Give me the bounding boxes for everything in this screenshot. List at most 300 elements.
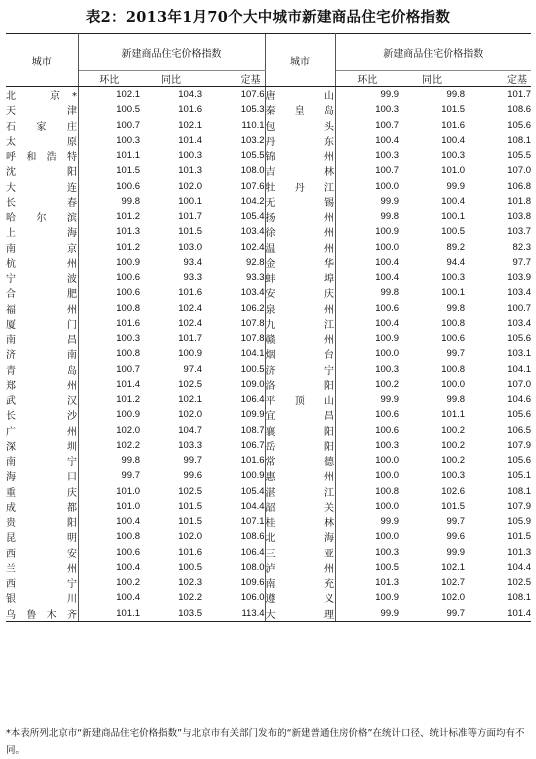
yoy-value: 102.3 [178, 577, 202, 589]
city-name-right: 三 亚 [265, 545, 335, 560]
base-value: 105.3 [240, 104, 265, 116]
base-value: 107.1 [240, 516, 265, 528]
mom-value-right: 99.9 [335, 606, 399, 622]
city-name-right: 泉 州 [265, 301, 335, 316]
table-row [6, 468, 531, 483]
yoy-value-right: 100.8 [441, 317, 466, 329]
yoy-value-right: 101.5 [441, 104, 466, 116]
yoy-value-right: 100.8 [441, 363, 466, 375]
footnote: *本表所列北京市“新建商品住宅价格指数”与北京市有关部门发布的“新建普通住房价格”在统计口径、统计标准等方面均有不同。 [6, 728, 525, 756]
yoy-value-right: 100.4 [441, 134, 466, 146]
city-name: 银 川 [6, 590, 78, 605]
city-name: 武 汉 [6, 392, 78, 407]
city-column-header-right: 城市 [265, 34, 335, 87]
mom-value: 100.9 [116, 409, 140, 421]
table-row [6, 346, 531, 361]
mom-value: 100.8 [116, 302, 140, 314]
mom-value-right: 100.4 [375, 317, 400, 329]
city-name-right: 徐 州 [265, 224, 335, 239]
base-value: 105.5 [240, 150, 265, 162]
table-row [6, 606, 531, 622]
table-row [6, 545, 531, 560]
base-value: 93.3 [246, 272, 265, 284]
mom-value-right: 99.9 [380, 195, 400, 207]
table-row [6, 224, 531, 239]
city-name: 昆 明 [6, 529, 78, 544]
mom-value: 102.0 [116, 424, 140, 436]
yoy-value: 103.0 [178, 241, 202, 253]
base-value-right: 103.4 [507, 317, 532, 329]
table-body [6, 87, 531, 622]
base-value-right: 104.6 [507, 394, 532, 406]
city-name-right: 常 德 [265, 453, 335, 468]
city-name-right: 扬 州 [265, 209, 335, 224]
mom-value: 102.2 [116, 439, 140, 451]
yoy-value: 93.3 [183, 272, 202, 284]
yoy-value: 101.5 [178, 500, 202, 512]
city-name: 北 京* [6, 87, 78, 103]
city-name: 石家庄 [6, 118, 78, 133]
yoy-value-right: 99.6 [446, 531, 466, 543]
base-value: 108.7 [240, 424, 265, 436]
base-value: 108.0 [240, 165, 265, 177]
city-name: 天 津 [6, 102, 78, 117]
base-value: 105.4 [240, 485, 265, 497]
table-row [6, 240, 531, 255]
city-name: 南 京 [6, 240, 78, 255]
mom-value: 101.2 [116, 241, 140, 253]
city-name: 哈尔滨 [6, 209, 78, 224]
table-row [6, 301, 531, 316]
base-value-right: 100.7 [507, 302, 532, 314]
mom-value-right: 100.0 [375, 348, 400, 360]
city-name: 沈 阳 [6, 163, 78, 178]
city-name: 厦 门 [6, 316, 78, 331]
city-name: 上 海 [6, 224, 78, 239]
mom-value-right: 99.8 [380, 211, 400, 223]
city-name: 广 州 [6, 423, 78, 438]
city-name-right: 遵 义 [265, 590, 335, 605]
price-index-table [6, 33, 531, 622]
table-row [6, 499, 531, 514]
yoy-value-right: 101.0 [441, 165, 466, 177]
base-value-right: 104.4 [507, 561, 532, 573]
base-value: 107.6 [240, 89, 265, 101]
mom-value-right: 100.3 [375, 150, 400, 162]
mom-value-right: 100.8 [375, 485, 400, 497]
table-row [6, 179, 531, 194]
city-column-header: 城市 [6, 34, 78, 87]
yoy-value-right: 100.1 [441, 287, 466, 299]
mom-value-right: 100.0 [375, 241, 400, 253]
table-row [6, 285, 531, 300]
mom-value: 100.8 [116, 531, 140, 543]
yoy-value-right: 101.6 [441, 119, 466, 131]
mom-value: 102.1 [116, 89, 140, 101]
table-row [6, 163, 531, 178]
base-value-right: 105.1 [507, 470, 532, 482]
yoy-value-right: 99.8 [446, 302, 466, 314]
yoy-value-right: 94.4 [446, 256, 466, 268]
city-name: 乌鲁木齐 [6, 606, 78, 622]
yoy-value: 101.4 [178, 134, 202, 146]
city-name-right: 蚌 埠 [265, 270, 335, 285]
base-value: 106.2 [240, 302, 265, 314]
mom-value: 101.1 [78, 606, 140, 622]
mom-value-right: 99.9 [380, 394, 400, 406]
yoy-value: 99.6 [183, 470, 202, 482]
yoy-value: 101.6 [178, 104, 202, 116]
city-name: 南 宁 [6, 453, 78, 468]
yoy-value-right: 100.3 [441, 272, 466, 284]
yoy-value: 100.1 [178, 195, 202, 207]
base-value-right: 102.5 [507, 577, 532, 589]
city-name: 福 州 [6, 301, 78, 316]
mom-value-right: 100.9 [375, 333, 400, 345]
table-row [6, 453, 531, 468]
mom-value: 99.8 [121, 195, 140, 207]
mom-value-right: 100.3 [375, 439, 400, 451]
mom-value-right: 100.6 [375, 424, 400, 436]
base-value: 105.4 [240, 211, 265, 223]
mom-value: 101.0 [116, 500, 140, 512]
yoy-value: 104.3 [178, 89, 202, 101]
base-value-right: 101.7 [507, 89, 532, 101]
index-group-header: 新建商品住宅价格指数 [78, 34, 265, 71]
mom-value-right: 100.0 [375, 470, 400, 482]
table-title: 表2：2013年1月70个大中城市新建商品住宅价格指数 [85, 9, 451, 26]
city-name-right: 烟 台 [265, 346, 335, 361]
base-value: 109.9 [240, 409, 265, 421]
yoy-value-right: 102.7 [441, 577, 466, 589]
table-row [6, 392, 531, 407]
city-name: 青 岛 [6, 362, 78, 377]
city-name-right: 大 理 [265, 606, 335, 622]
base-value-right: 108.1 [507, 485, 532, 497]
yoy-value: 102.1 [178, 119, 202, 131]
city-name-right: 宜 昌 [265, 407, 335, 422]
mom-value-right: 100.3 [375, 546, 400, 558]
city-name: 杭 州 [6, 255, 78, 270]
city-name-right: 北 海 [265, 529, 335, 544]
yoy-value: 101.6 [178, 546, 202, 558]
city-name-right: 南 充 [265, 575, 335, 590]
mom-value: 101.2 [116, 394, 140, 406]
yoy-value-right: 100.2 [441, 455, 466, 467]
base-value-right: 103.4 [507, 287, 532, 299]
base-header: 定基 [202, 71, 265, 87]
yoy-value: 101.5 [178, 226, 202, 238]
base-value: 109.0 [240, 378, 265, 390]
city-name: 合 肥 [6, 285, 78, 300]
base-value: 101.6 [240, 455, 265, 467]
yoy-value: 100.5 [178, 561, 202, 573]
base-value-right: 107.0 [507, 378, 532, 390]
mom-value-right: 99.9 [380, 516, 400, 528]
index-group-header-right: 新建商品住宅价格指数 [335, 34, 531, 71]
mom-value: 101.1 [116, 150, 140, 162]
yoy-value: 102.4 [178, 317, 202, 329]
mom-value: 100.3 [116, 333, 140, 345]
table-row [6, 133, 531, 148]
city-name-right: 惠 州 [265, 468, 335, 483]
mom-value: 100.9 [116, 256, 140, 268]
city-name-right: 济 宁 [265, 362, 335, 377]
yoy-value-right: 99.7 [399, 606, 465, 622]
yoy-value-right: 100.3 [441, 470, 466, 482]
city-name-right: 洛 阳 [265, 377, 335, 392]
base-value-right: 105.6 [507, 333, 532, 345]
base-value: 106.4 [240, 546, 265, 558]
base-value: 103.2 [240, 134, 265, 146]
mom-value: 100.4 [116, 561, 140, 573]
yoy-value: 102.4 [178, 302, 202, 314]
city-name-right: 秦皇岛 [265, 102, 335, 117]
mom-value: 101.2 [116, 211, 140, 223]
base-header-right: 定基 [465, 71, 531, 87]
base-value-right: 101.5 [507, 531, 532, 543]
base-value: 92.8 [246, 256, 265, 268]
mom-value: 100.7 [116, 363, 140, 375]
base-value-right: 108.1 [507, 134, 532, 146]
mom-value: 100.6 [116, 272, 140, 284]
mom-value-right: 100.0 [375, 180, 400, 192]
mom-value-right: 99.9 [380, 89, 400, 101]
city-name-right: 唐 山 [265, 87, 335, 103]
city-name: 兰 州 [6, 560, 78, 575]
base-value-right: 108.6 [507, 104, 532, 116]
base-value-right: 101.8 [507, 195, 532, 207]
mom-value-right: 100.0 [375, 531, 400, 543]
base-value-right: 105.6 [507, 455, 532, 467]
table-row [6, 102, 531, 117]
table-row [6, 255, 531, 270]
base-value: 108.0 [240, 561, 265, 573]
table-row [6, 438, 531, 453]
table-row [6, 575, 531, 590]
base-value-right: 103.7 [507, 226, 532, 238]
city-name: 宁 波 [6, 270, 78, 285]
base-value-right: 107.0 [507, 165, 532, 177]
city-name: 成 都 [6, 499, 78, 514]
mom-value: 101.6 [116, 317, 140, 329]
city-name: 呼和浩特 [6, 148, 78, 163]
city-name-right: 锦 州 [265, 148, 335, 163]
yoy-value: 104.7 [178, 424, 202, 436]
yoy-value: 101.7 [178, 211, 202, 223]
table-row [6, 590, 531, 605]
base-value-right: 101.4 [465, 606, 531, 622]
mom-value: 100.2 [116, 577, 140, 589]
yoy-value: 102.0 [178, 409, 202, 421]
base-value: 110.1 [241, 119, 265, 131]
city-name-right: 韶 关 [265, 499, 335, 514]
city-name: 南 昌 [6, 331, 78, 346]
base-value-right: 105.9 [507, 516, 532, 528]
city-name-right: 安 庆 [265, 285, 335, 300]
table-row [6, 270, 531, 285]
base-value: 109.6 [240, 577, 265, 589]
yoy-value-right: 99.7 [446, 516, 466, 528]
base-value-right: 107.9 [507, 500, 532, 512]
header-row-1 [6, 34, 531, 71]
yoy-value: 102.5 [178, 485, 202, 497]
mom-value: 101.5 [116, 165, 140, 177]
city-name-right: 温 州 [265, 240, 335, 255]
table-row [6, 194, 531, 209]
base-value-right: 106.5 [507, 424, 532, 436]
yoy-header-right: 同比 [399, 71, 465, 87]
mom-value-right: 100.4 [375, 256, 400, 268]
yoy-value: 100.3 [178, 150, 202, 162]
yoy-value: 101.5 [178, 516, 202, 528]
yoy-value: 101.7 [178, 333, 202, 345]
yoy-value: 103.5 [140, 606, 202, 622]
mom-value: 100.6 [116, 287, 140, 299]
city-name-right: 桂 林 [265, 514, 335, 529]
yoy-value: 101.6 [178, 287, 202, 299]
city-name: 长 春 [6, 194, 78, 209]
base-value: 103.4 [240, 287, 265, 299]
mom-value: 100.5 [116, 104, 140, 116]
city-name: 深 圳 [6, 438, 78, 453]
city-name: 重 庆 [6, 484, 78, 499]
base-value-right: 106.8 [507, 180, 532, 192]
base-value-right: 105.6 [507, 409, 532, 421]
base-value: 107.6 [240, 180, 265, 192]
city-name-right: 岳 阳 [265, 438, 335, 453]
city-name-right: 无 锡 [265, 194, 335, 209]
mom-value-right: 100.7 [375, 165, 400, 177]
city-name-right: 泸 州 [265, 560, 335, 575]
mom-value-right: 99.8 [380, 287, 400, 299]
base-value-right: 101.3 [507, 546, 532, 558]
base-value-right: 103.8 [507, 211, 532, 223]
table-row [6, 377, 531, 392]
city-name-right: 金 华 [265, 255, 335, 270]
mom-value: 100.3 [116, 134, 140, 146]
base-value-right: 82.3 [512, 241, 532, 253]
yoy-value: 99.7 [183, 455, 202, 467]
yoy-value-right: 100.2 [441, 439, 466, 451]
yoy-value-right: 100.0 [441, 378, 466, 390]
city-name: 西 安 [6, 545, 78, 560]
city-name-right: 牡丹江 [265, 179, 335, 194]
city-name-right: 吉 林 [265, 163, 335, 178]
yoy-value: 102.1 [178, 394, 202, 406]
base-value-right: 103.1 [507, 348, 532, 360]
mom-value: 100.6 [116, 546, 140, 558]
yoy-header: 同比 [140, 71, 202, 87]
city-name-right: 丹 东 [265, 133, 335, 148]
yoy-value-right: 101.5 [441, 500, 466, 512]
table-row [6, 87, 531, 103]
mom-value-right: 100.2 [375, 378, 400, 390]
base-value-right: 97.7 [512, 256, 532, 268]
base-value-right: 107.9 [507, 439, 532, 451]
yoy-value-right: 100.4 [441, 195, 466, 207]
mom-value: 99.8 [121, 455, 140, 467]
base-value: 108.6 [240, 531, 265, 543]
yoy-value: 100.9 [178, 348, 202, 360]
yoy-value: 103.3 [178, 439, 202, 451]
yoy-value: 102.0 [178, 180, 202, 192]
yoy-value: 101.3 [178, 165, 202, 177]
yoy-value-right: 99.8 [446, 89, 466, 101]
city-name: 郑 州 [6, 377, 78, 392]
mom-value: 100.7 [116, 119, 140, 131]
mom-value: 101.0 [116, 485, 140, 497]
base-value: 104.4 [240, 500, 265, 512]
table-row [6, 514, 531, 529]
mom-value-right: 100.0 [375, 455, 400, 467]
table-row [6, 407, 531, 422]
base-value: 107.8 [240, 333, 265, 345]
base-value-right: 108.1 [507, 592, 532, 604]
yoy-value-right: 99.9 [446, 546, 466, 558]
city-name-right: 九 江 [265, 316, 335, 331]
yoy-value: 97.4 [183, 363, 202, 375]
base-value: 113.4 [202, 606, 265, 622]
yoy-value-right: 100.5 [441, 226, 466, 238]
yoy-value-right: 101.1 [441, 409, 466, 421]
mom-value-right: 101.3 [375, 577, 400, 589]
city-name: 太 原 [6, 133, 78, 148]
city-name: 济 南 [6, 346, 78, 361]
yoy-value-right: 100.1 [441, 211, 466, 223]
mom-value: 100.6 [116, 180, 140, 192]
base-value-right: 103.9 [507, 272, 532, 284]
table-row [6, 118, 531, 133]
yoy-value-right: 89.2 [446, 241, 466, 253]
yoy-value-right: 100.3 [441, 150, 466, 162]
city-name-right: 湛 江 [265, 484, 335, 499]
yoy-value-right: 102.0 [441, 592, 466, 604]
mom-value: 100.4 [116, 516, 140, 528]
table-row [6, 423, 531, 438]
yoy-value-right: 99.8 [446, 394, 466, 406]
city-name: 长 沙 [6, 407, 78, 422]
base-value: 103.4 [240, 226, 265, 238]
city-name: 贵 阳 [6, 514, 78, 529]
city-name-right: 平顶山 [265, 392, 335, 407]
table-row [6, 316, 531, 331]
mom-value: 100.8 [116, 348, 140, 360]
mom-value-right: 100.9 [375, 226, 400, 238]
mom-value-right: 100.3 [375, 363, 400, 375]
base-value: 107.8 [240, 317, 265, 329]
yoy-value-right: 100.6 [441, 333, 466, 345]
mom-value-right: 100.4 [375, 134, 400, 146]
city-name: 西 宁 [6, 575, 78, 590]
base-value: 100.9 [240, 470, 265, 482]
base-value: 106.7 [240, 439, 265, 451]
base-value-right: 104.1 [507, 363, 532, 375]
table-row [6, 560, 531, 575]
mom-value-right: 100.6 [375, 409, 400, 421]
base-value: 104.1 [240, 348, 265, 360]
mom-value-right: 100.5 [375, 561, 400, 573]
yoy-value: 102.0 [178, 531, 202, 543]
base-value-right: 105.6 [507, 119, 532, 131]
mom-value-right: 100.0 [375, 500, 400, 512]
mom-header: 环比 [78, 71, 140, 87]
mom-value: 101.4 [116, 378, 140, 390]
table-row [6, 362, 531, 377]
base-value: 102.4 [240, 241, 265, 253]
base-value: 106.0 [240, 592, 265, 604]
yoy-value-right: 99.7 [446, 348, 466, 360]
